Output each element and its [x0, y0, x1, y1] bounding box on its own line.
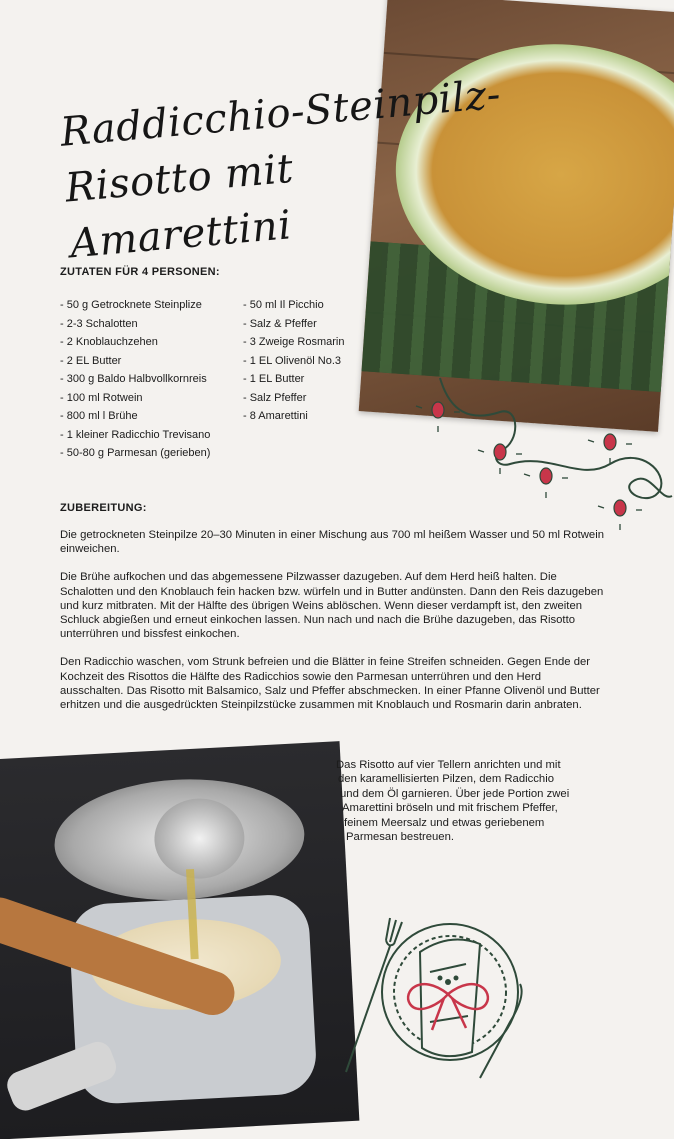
christmas-lights-illustration — [410, 372, 674, 532]
preparation-paragraph: Die Brühe aufkochen und das abgemessene Pilzwasser dazugeben. Auf dem Herd heiß halten. Die Schalotten und den Knoblauch fein hacken bzw. würfeln und in Butter andünsten. Dann den Reis dazugeben und kurz mitbraten. Mit der Hälfte des übrigen Weins ablöschen. Wenn dieser verdampft ist, den zweiten Schluck abgießen und erneut einkochen lassen. Nun nach und nach die Brühe dazugeben, das Risotto unterrühren und bissfest einkochen. — [60, 571, 604, 641]
serving-line: und dem Öl garnieren. Über jede Portion zwei — [340, 787, 570, 800]
ingredient-item: - 50 ml Il Picchio — [243, 299, 324, 311]
pan-handle — [3, 1038, 120, 1115]
title-line-2: Risotto mit Amarettini — [63, 145, 296, 268]
ingredient-item: - 800 ml l Brühe — [60, 410, 138, 422]
ingredients-list-2 — [243, 296, 344, 426]
ingredients-heading: ZUTATEN FÜR 4 PERSONEN: — [60, 266, 220, 278]
serving-line: den karamellisierten Pilzen, dem Radicchio — [338, 773, 554, 786]
ingredient-item: - 1 EL Butter — [243, 373, 305, 385]
cooking-pot-photo — [0, 741, 359, 1139]
ingredient-item: - 2 Knoblauchzehen — [60, 336, 158, 348]
preparation-paragraph: Die getrockneten Steinpilze 20–30 Minuten in einer Mischung aus 700 ml heißem Wasser und 50 ml Rotwein einweichen. — [60, 529, 604, 556]
ingredients-list-1 — [60, 296, 210, 463]
title-line-1: Raddicchio-Steinpilz- — [58, 71, 503, 156]
ingredient-item: - Salz Pfeffer — [243, 391, 307, 404]
ingredient-item: - Salz & Pfeffer — [243, 317, 317, 330]
place-setting-illustration — [340, 912, 540, 1084]
ingredient-item: - 50-80 g Parmesan (gerieben) — [60, 447, 211, 459]
ingredient-item: - 2 EL Butter — [60, 354, 122, 367]
ingredient-item: - 8 Amarettini — [243, 410, 308, 422]
ingredient-item: - 3 Zweige Rosmarin — [243, 336, 345, 348]
ingredient-item: - 100 ml Rotwein — [60, 391, 143, 404]
serving-line: feinem Meersalz und etwas geriebenem — [344, 816, 545, 829]
serving-line: Amarettini bröseln und mit frischem Pfeffer, — [342, 802, 558, 815]
preparation-text — [60, 528, 605, 726]
ingredient-item: - 300 g Baldo Halbvollkornreis — [60, 373, 207, 385]
preparation-paragraph: Den Radicchio waschen, vom Strunk befreien und die Blätter in feine Streifen schneiden. Gegen Ende der Kochzeit des Risottos die Hälfte des Radicchios sowie den Parmesan unterrühren und den Herd ausschalten. Das Risotto mit Balsamico, Salz und Pfeffer abschmecken. In einer Pfanne Olivenöl und Butter erhitzen und die ausgedrückten Steinpilzstücke zusammen mit Knoblauch und Rosmarin darin anbraten. — [60, 656, 600, 712]
ingredient-item: - 2-3 Schalotten — [60, 317, 138, 330]
serving-line: Das Risotto auf vier Tellern anrichten und mit — [336, 759, 561, 771]
ingredient-item: - 1 EL Olivenöl No.3 — [243, 354, 342, 367]
ingredient-item: - 50 g Getrocknete Steinplize — [60, 299, 202, 311]
preparation-heading: ZUBEREITUNG: — [60, 502, 147, 514]
ingredient-item: - 1 kleiner Radicchio Trevisano — [60, 428, 211, 441]
serving-text — [336, 758, 606, 844]
serving-line: Parmesan bestreuen. — [346, 831, 455, 844]
